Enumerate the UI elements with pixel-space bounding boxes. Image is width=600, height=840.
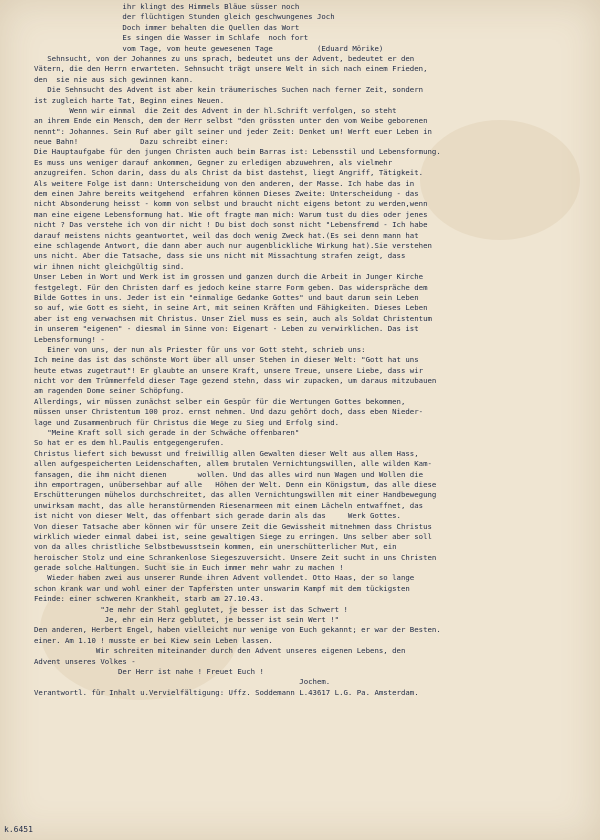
text-line: Advent unseres Volkes - bbox=[34, 656, 136, 666]
text-line: nicht vor dem Trümmerfeld dieser Tage gezend stehn, dass wir zupacken, um daraus mitzubauen bbox=[34, 376, 437, 386]
text-line: ist zugleich harte Tat, Beginn eines Neuen. bbox=[34, 95, 225, 105]
text-line: So hat er es dem hl.Paulis entgegengerufen. bbox=[34, 438, 225, 448]
text-line: an ihrem Ende ein Mensch, dem der Herr selbst "den grössten unter den vom Weibe geborenen bbox=[34, 116, 428, 126]
text-line: allen aufgespeicherten Leidenschaften, allem brutalen Vernichtungswillen, alle wilden Kam- bbox=[34, 459, 432, 469]
text-line: ihr klingt des Himmels Bläue süsser noch bbox=[34, 2, 300, 11]
text-line: neue Bahn! Dazu schreibt einer: bbox=[34, 137, 229, 147]
text-line: wir ihnen nicht gleichgültig sind. bbox=[34, 261, 185, 271]
text-line: Feinde: einer schweren Krankheit, starb am 27.10.43. bbox=[34, 594, 264, 604]
text-line: dem einen Jahre bereits weitgehend erfahren können Dieses Zweite: Unterscheidung - das bbox=[34, 189, 419, 199]
text-line: Der Herr ist nahe ! Freuet Euch ! bbox=[34, 667, 264, 676]
text-line: Bilde Gottes in uns. Jeder ist ein "einmalige Gedanke Gottes" und baut darum sein Leben bbox=[34, 292, 419, 302]
text-line: am ragenden Dome seiner Schöpfung. bbox=[34, 386, 185, 396]
text-line: Wir schreiten miteinander durch den Advent unseres eigenen Lebens, den bbox=[34, 646, 406, 656]
text-line: Die Hauptaufgabe für den jungen Christen auch beim Barras ist: Lebensstil und Lebensformung. bbox=[34, 147, 441, 157]
text-line: Es singen die Wasser im Schlafe noch fort bbox=[34, 33, 309, 43]
text-line: Je, ehr ein Herz geblutet, je besser ist sein Wert !" bbox=[34, 615, 340, 625]
text-line: Jochem. bbox=[34, 677, 331, 687]
text-line: Verantwortl. für Inhalt u.Vervielfältigung: Uffz. Soddemann L.43617 L.G. Pa. Amsterdam. bbox=[34, 687, 419, 697]
text-line: unwirksam macht, das alle heranstürmenden Riesenarmeen mit einem Lächeln entwaffnet, das bbox=[34, 500, 424, 510]
text-line: Vätern, die den Herrn erwarteten. Sehnsucht trägt unsere Welt in sich nach einem Frieden, bbox=[34, 64, 428, 74]
text-line: Allerdings, wir müssen zunächst selber ein Gespür für die Wertungen Gottes bekommen, bbox=[34, 396, 406, 406]
text-line: "Meine Kraft soll sich gerade in der Schwäche offenbaren" bbox=[34, 428, 300, 438]
text-line: lage und Zusammenbruch für Christus die Wege zu Sieg und Erfolg sind. bbox=[34, 417, 340, 427]
text-line: Unser Leben in Wort und Werk ist im grossen und ganzen durch die Arbeit in Junger Kirche bbox=[34, 272, 424, 282]
text-line: nennt": Johannes. Sein Ruf aber gilt seiner und jeder Zeit: Denket um! Werft euer Leben in bbox=[34, 126, 432, 136]
text-line: von da alles christliche Selbstbewusstsein kommen, ein unerschütterlicher Mut, ein bbox=[34, 542, 397, 552]
text-line: müssen unser Christentum 100 proz. ernst nehmen. Und dazu gehört doch, dass eben Nieder- bbox=[34, 407, 424, 417]
text-line: Erschütterungen mühelos durchschreitet, das allen Vernichtungswillen mit einer Handbewegung bbox=[34, 490, 437, 500]
text-line: vom Tage, vom heute gewesenen Tage (Eduard Mörike) bbox=[34, 43, 384, 53]
text-line: darauf meistens nichts geantwortet, weil das doch wenig Zweck hat.(Es sei denn mann hat bbox=[34, 230, 419, 240]
text-line: einer. Am 1.10 ! musste er bei Kiew sein Leben lassen. bbox=[34, 635, 273, 645]
text-line: gerade solche Haltungen. Sucht sie in Euch immer mehr wahr zu machen ! bbox=[34, 563, 344, 573]
text-line: fansagen, die ihm nicht dienen wollen. Und das alles wird nun Wagen und Wollen die bbox=[34, 469, 424, 479]
text-line: nicht Absonderung heisst - komm von selbst und braucht nicht eigens betont zu werden,wenn bbox=[34, 199, 428, 209]
text-line: Sehnsucht, von der Johannes zu uns sprach, bedeutet uns der Advent, bedeutet er den bbox=[34, 53, 415, 63]
text-line: Die Sehnsucht des Advent ist aber kein träumerisches Suchen nach ferner Zeit, sondern bbox=[34, 85, 424, 95]
text-line: man eine eigene Lebensformung hat. Wie oft fragte man mich: Warum tust du dies oder jenes bbox=[34, 209, 428, 219]
text-line: anzugreifen. Schon darin, dass du als Christ da bist dastehst, liegt Angriff, Tätigkeit. bbox=[34, 168, 424, 178]
text-line: der flüchtigen Stunden gleich geschwungenes Joch bbox=[34, 12, 335, 22]
text-line: Ich meine das ist das schönste Wort über all unser Stehen in dieser Welt: "Gott hat uns bbox=[34, 355, 419, 365]
text-line: Als weitere Folge ist dann: Unterscheidung von den anderen, der Masse. Ich habe das in bbox=[34, 178, 415, 188]
text-line: Lebensformung! - bbox=[34, 334, 105, 344]
text-line: ihn emportragen, unübersehbar auf alle Höhen der Welt. Denn ein Königstum, das alle diese bbox=[34, 479, 437, 489]
text-line: wirklich wieder einmal dabei ist, seine gewaltigen Siege zu erringen. Uns selber aber soll bbox=[34, 531, 432, 541]
text-line: aber ist eng verwachsen mit Christus. Unser Ziel muss es sein, auch als Soldat Christentum bbox=[34, 313, 432, 323]
text-line: schon krank war und wohl einer der Tapfersten unter unswarim Kampf mit dem tückigsten bbox=[34, 583, 410, 593]
text-line: nicht ? Das verstehe ich von dir nicht ! Du bist doch sonst nicht "Lebensfremd - Ich habe bbox=[34, 220, 428, 230]
text-line: Es muss uns weniger darauf ankommen, Gegner zu erledigen abzuwehren, als vielmehr bbox=[34, 157, 393, 167]
text-line: in unserem "eigenen" - diesmal im Sinne von: Eigenart - Leben zu verwirklichen. Das ist bbox=[34, 324, 419, 334]
text-line: Von dieser Tatsache aber können wir für unsere Zeit die Gewissheit mitnehmen dass Christus bbox=[34, 521, 432, 531]
text-line: Einer von uns, der nun als Priester für uns vor Gott steht, schrieb uns: bbox=[34, 344, 366, 354]
text-line: Christus liefert sich bewusst und freiwillig allen Gewalten dieser Welt aus allem Hass, bbox=[34, 448, 419, 458]
text-line: heute etwas zugetraut"! Er glaubte an unsere Kraft, unsere Treue, unsere Liebe, dass wir bbox=[34, 365, 424, 375]
typed-text-column bbox=[34, 2, 574, 698]
text-line: Den anderen, Herbert Engel, haben vielleicht nur wenige von Euch gekannt; er war der Besten. bbox=[34, 625, 441, 635]
text-line: so auf, wie Gott es sieht, in seine Art, mit seinen Kräften und Fähigkeiten. Dieses Leben bbox=[34, 303, 428, 313]
text-line: den sie nie aus sich gewinnen kann. bbox=[34, 74, 194, 84]
text-line: Wieder haben zwei aus unserer Runde ihren Advent vollendet. Otto Haas, der so lange bbox=[34, 573, 415, 583]
text-line: ist nicht von dieser Welt, das offenbart sich gerade darin als das Werk Gottes. bbox=[34, 511, 401, 521]
text-line: "Je mehr der Stahl geglutet, je besser ist das Schwert ! bbox=[34, 604, 348, 614]
text-line: eine schlagende Antwort, die dann aber auch nur augenblickliche Wirkung hat).Sie verstehen bbox=[34, 240, 432, 250]
text-line: Doch immer behalten die Quellen das Wort bbox=[34, 22, 300, 32]
text-line: festgelegt. Für den Christen darf es jedoch keine starre Form geben. Das widerspräche dem bbox=[34, 282, 428, 292]
text-line: Wenn wir einmal die Zeit des Advent in der hl.Schrift verfolgen, so steht bbox=[34, 105, 397, 115]
text-line: uns nicht. Aber die Tatsache, dass sie uns nicht mit Missachtung strafen zeigt, dass bbox=[34, 251, 406, 261]
text-line: heroischer Stolz und eine Schrankenlose Siegeszuversicht. Unsere Zeit sucht in uns Christen bbox=[34, 552, 437, 562]
archive-number: k.6451 bbox=[4, 825, 33, 834]
